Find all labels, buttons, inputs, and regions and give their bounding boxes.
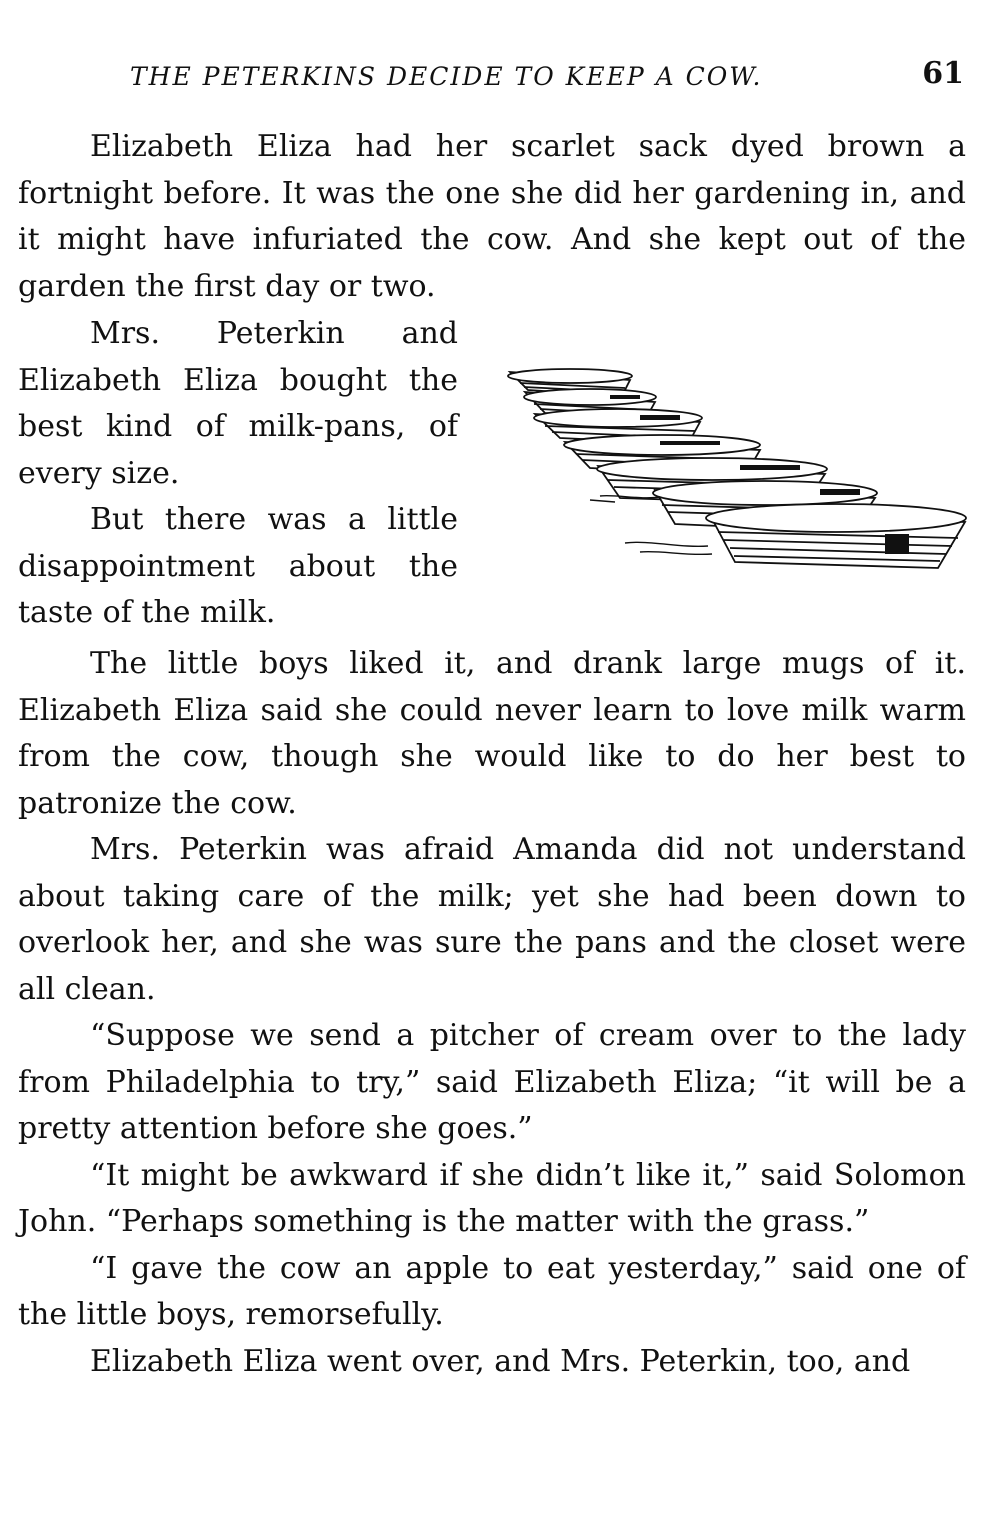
milk-pans-illustration	[490, 350, 968, 585]
paragraph-pitcher-of-cream: “Suppose we send a pitcher of cream over to the lady from Philadelphia to try,” said Elizabeth Eliza; “it will be a pretty attention before she goes.”	[18, 1018, 966, 1146]
paragraph-little-boys-milk: The little boys liked it, and drank large mugs of it. Elizabeth Eliza said she could never learn to love milk warm from the cow, though she would like to do her best to patronize the cow.	[18, 646, 966, 821]
paragraph-sack-dyed: Elizabeth Eliza had her scarlet sack dyed brown a fortnight before. It was the one she did her gardening in, and it might have infuriated the cow. And she kept out of the garden the first day or two.	[18, 129, 966, 304]
paragraph-apple: “I gave the cow an apple to eat yesterday,” said one of the little boys, remorsefully.	[18, 1250, 966, 1332]
page-header	[0, 56, 1000, 100]
paragraph-disappointment: But there was a little disappointment about the taste of the milk.	[18, 502, 458, 630]
page-number: 61	[922, 56, 964, 91]
text-block-top	[18, 124, 966, 310]
paragraph-went-over: Elizabeth Eliza went over, and Mrs. Peterkin, too, and	[90, 1343, 911, 1379]
paragraph-milk-pans: Mrs. Peterkin and Elizabeth Eliza bought the best kind of milk-pans, of every size.	[18, 316, 458, 491]
running-head: THE PETERKINS DECIDE TO KEEP A COW.	[130, 62, 763, 91]
paragraph-solomon-john: “It might be awkward if she didn’t like it,” said Solomon John. “Perhaps something is the matter with the grass.”	[18, 1157, 966, 1239]
paragraph-amanda: Mrs. Peterkin was afraid Amanda did not understand about taking care of the milk; yet she had been down to overlook her, and she was sure the pans and the closet were all clean.	[18, 832, 966, 1007]
text-block-beside-illustration	[18, 311, 458, 637]
text-block-bottom	[18, 641, 966, 1385]
milk-pan-icon	[706, 504, 966, 568]
